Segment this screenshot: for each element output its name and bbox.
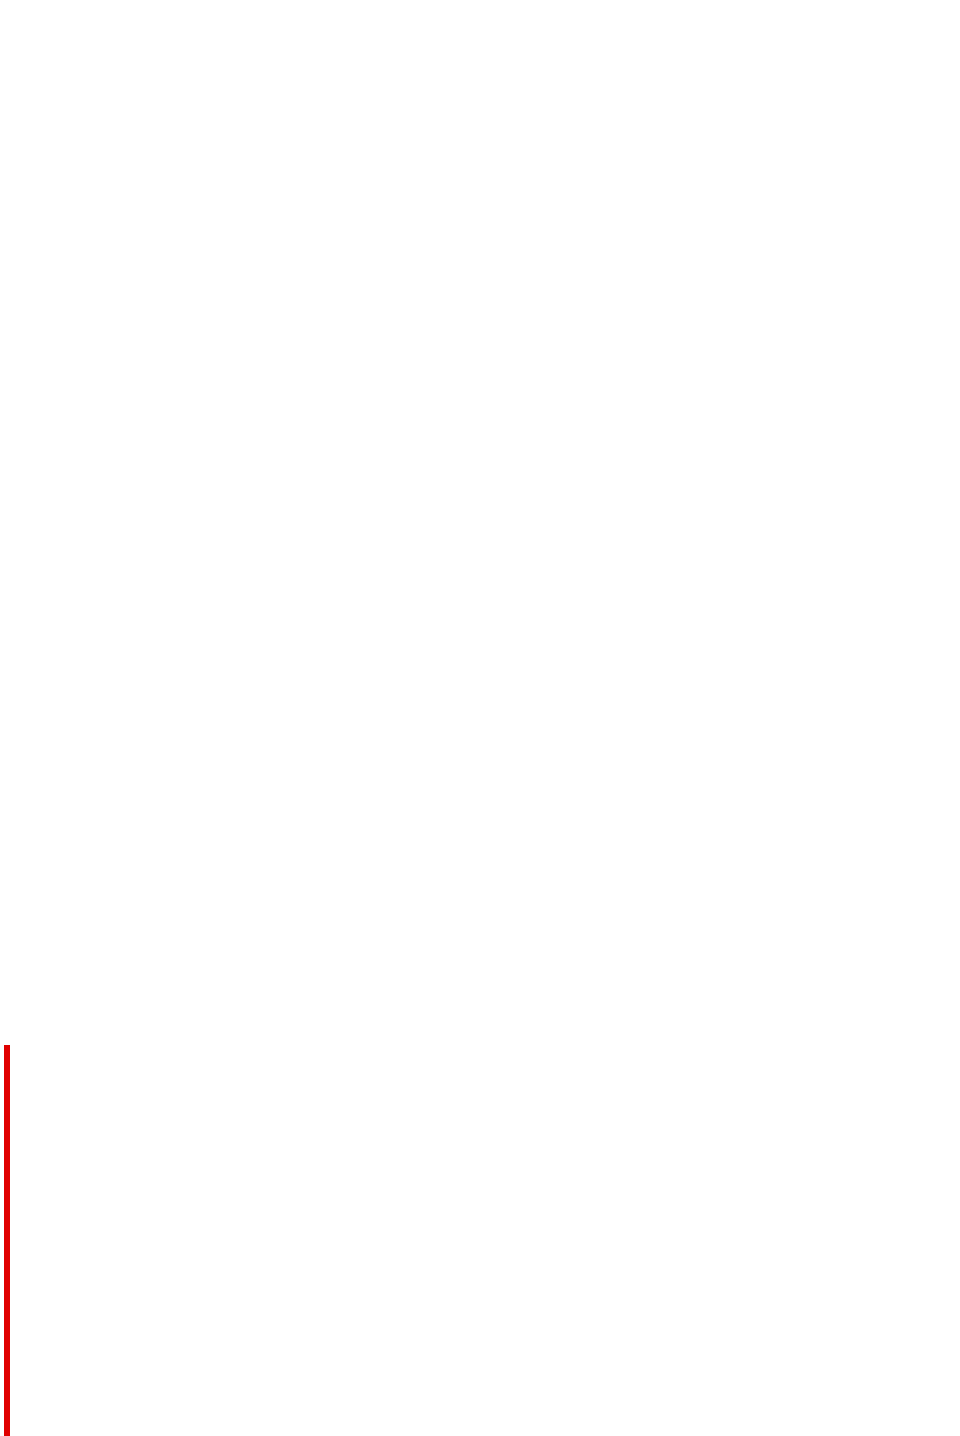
revision-bar	[4, 1045, 10, 1436]
